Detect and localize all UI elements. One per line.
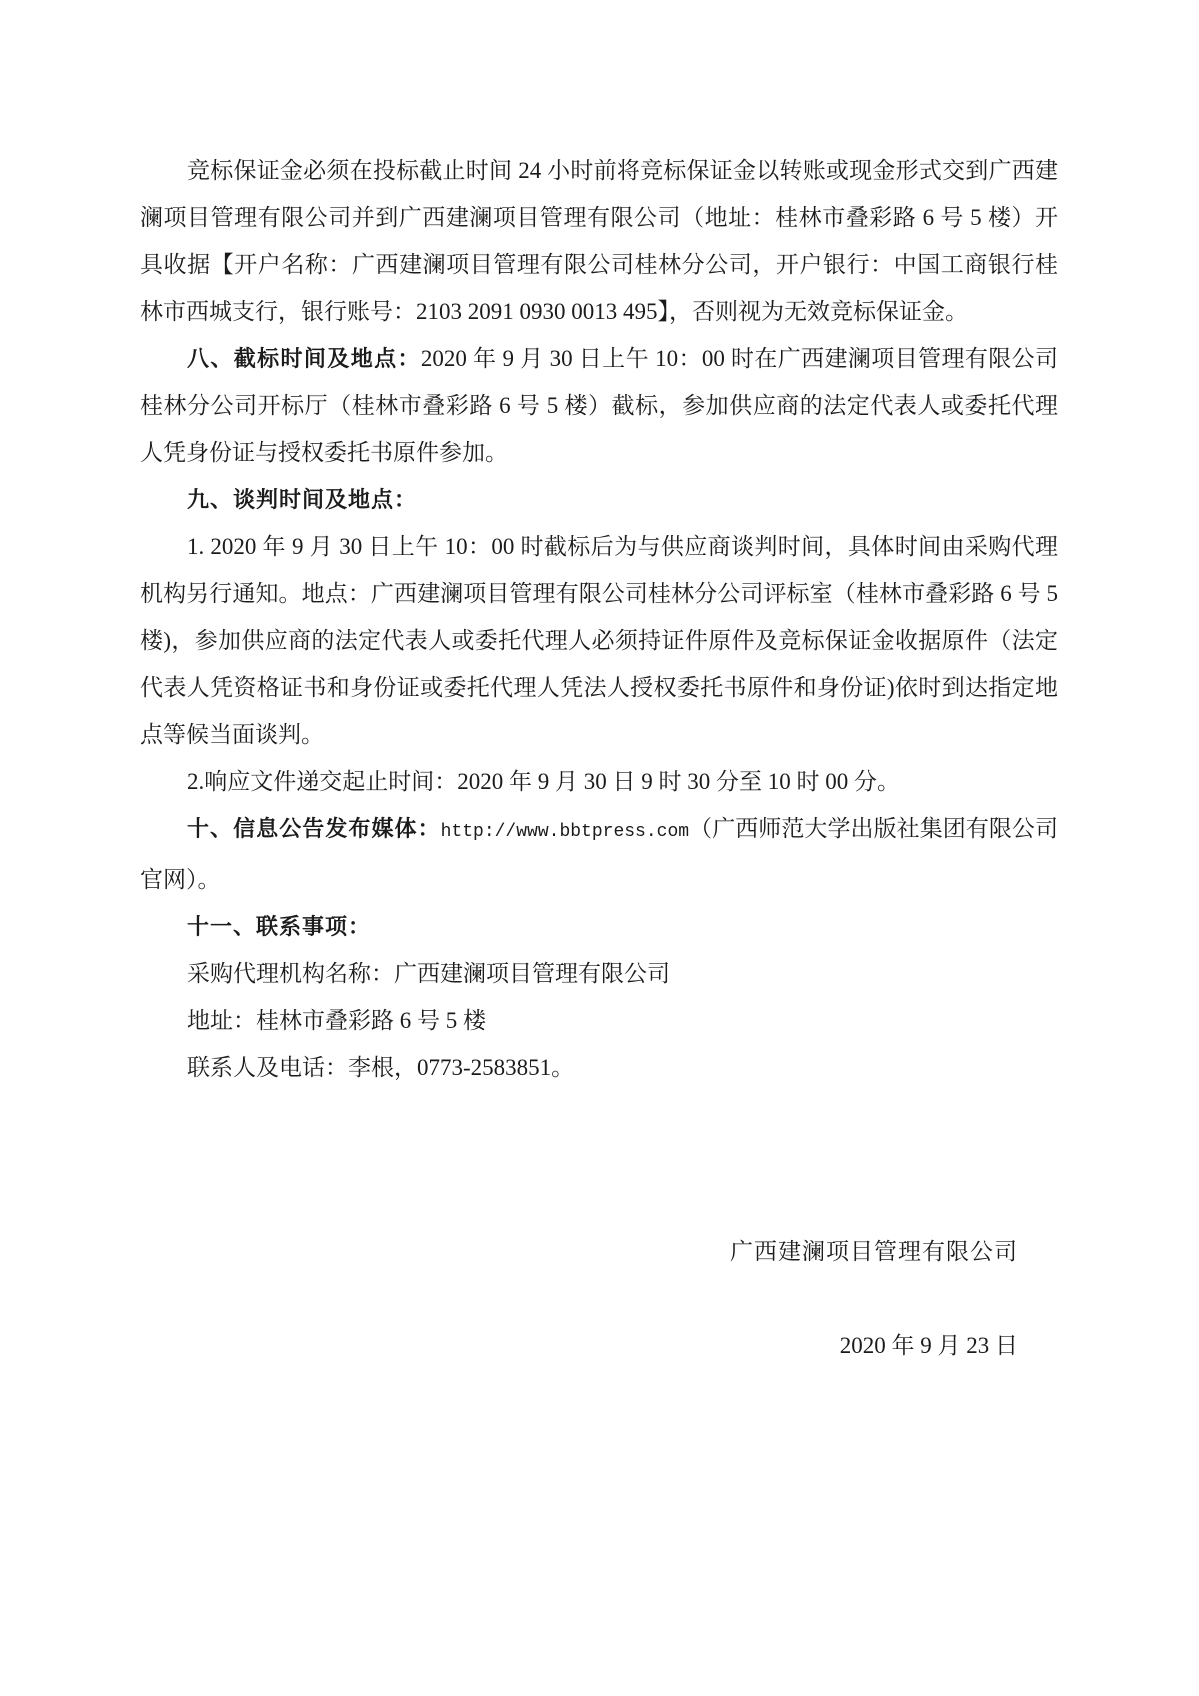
section-10-body: （广西师范大学出版社集团有限公司官网）。 bbox=[140, 816, 1058, 892]
section-9-negotiation bbox=[140, 476, 1058, 523]
section-11-contact bbox=[140, 903, 1058, 950]
contact-person-line: 联系人及电话：李根，0773-2583851。 bbox=[187, 1055, 575, 1080]
signature-date: 2020 年 9 月 23 日 bbox=[839, 1333, 1018, 1358]
section-8-heading: 八、截标时间及地点： bbox=[187, 346, 421, 371]
section-9-item-1: 1. 2020 年 9 月 30 日上午 10：00 时截标后为与供应商谈判时间，具体时间由采购代理机构另行通知。地点：广西建澜项目管理有限公司桂林分公司评标室（桂林市叠彩路 6 号 5 楼)，参加供应商的法定代表人或委托代理人必须持证件原件及竞标保证金收据原件（法定代表人凭资格证书和身份证或委托代理人凭法人授权委托书原件和身份证)依时到达指定地点等候当面谈判。 bbox=[140, 534, 1058, 747]
section-9-heading: 九、谈判时间及地点： bbox=[187, 487, 418, 512]
agency-name-line: 采购代理机构名称：广西建澜项目管理有限公司 bbox=[187, 961, 670, 986]
section-11-heading: 十一、联系事项： bbox=[187, 914, 372, 939]
paragraph-bid-deposit: 竞标保证金必须在投标截止时间 24 小时前将竞标保证金以转账或现金形式交到广西建澜项目管理有限公司并到广西建澜项目管理有限公司（地址：桂林市叠彩路 6 号 5 楼）开具收据【开户名称：广西建澜项目管理有限公司桂林分公司，开户银行：中国工商银行桂林市西城支行，银行账号：2103 2091 0930 0013 495】，否则视为无效竞标保证金。 bbox=[140, 158, 1058, 324]
address-line: 地址：桂林市叠彩路 6 号 5 楼 bbox=[187, 1008, 486, 1033]
section-10-media bbox=[140, 805, 1058, 903]
section-8-deadline bbox=[140, 335, 1058, 476]
section-9-item-2: 2.响应文件递交起止时间：2020 年 9 月 30 日 9 时 30 分至 10 时 00 分。 bbox=[187, 769, 900, 794]
announcement-url: http://www.bbtpress.com bbox=[440, 822, 690, 842]
section-8-body: 2020 年 9 月 30 日上午 10：00 时在广西建澜项目管理有限公司桂林分公司开标厅（桂林市叠彩路 6 号 5 楼）截标，参加供应商的法定代表人或委托代理人凭身份证与授权委托书原件参加。 bbox=[140, 346, 1058, 465]
section-10-heading: 十、信息公告发布媒体： bbox=[187, 816, 441, 841]
signature-company: 广西建澜项目管理有限公司 bbox=[730, 1239, 1018, 1264]
